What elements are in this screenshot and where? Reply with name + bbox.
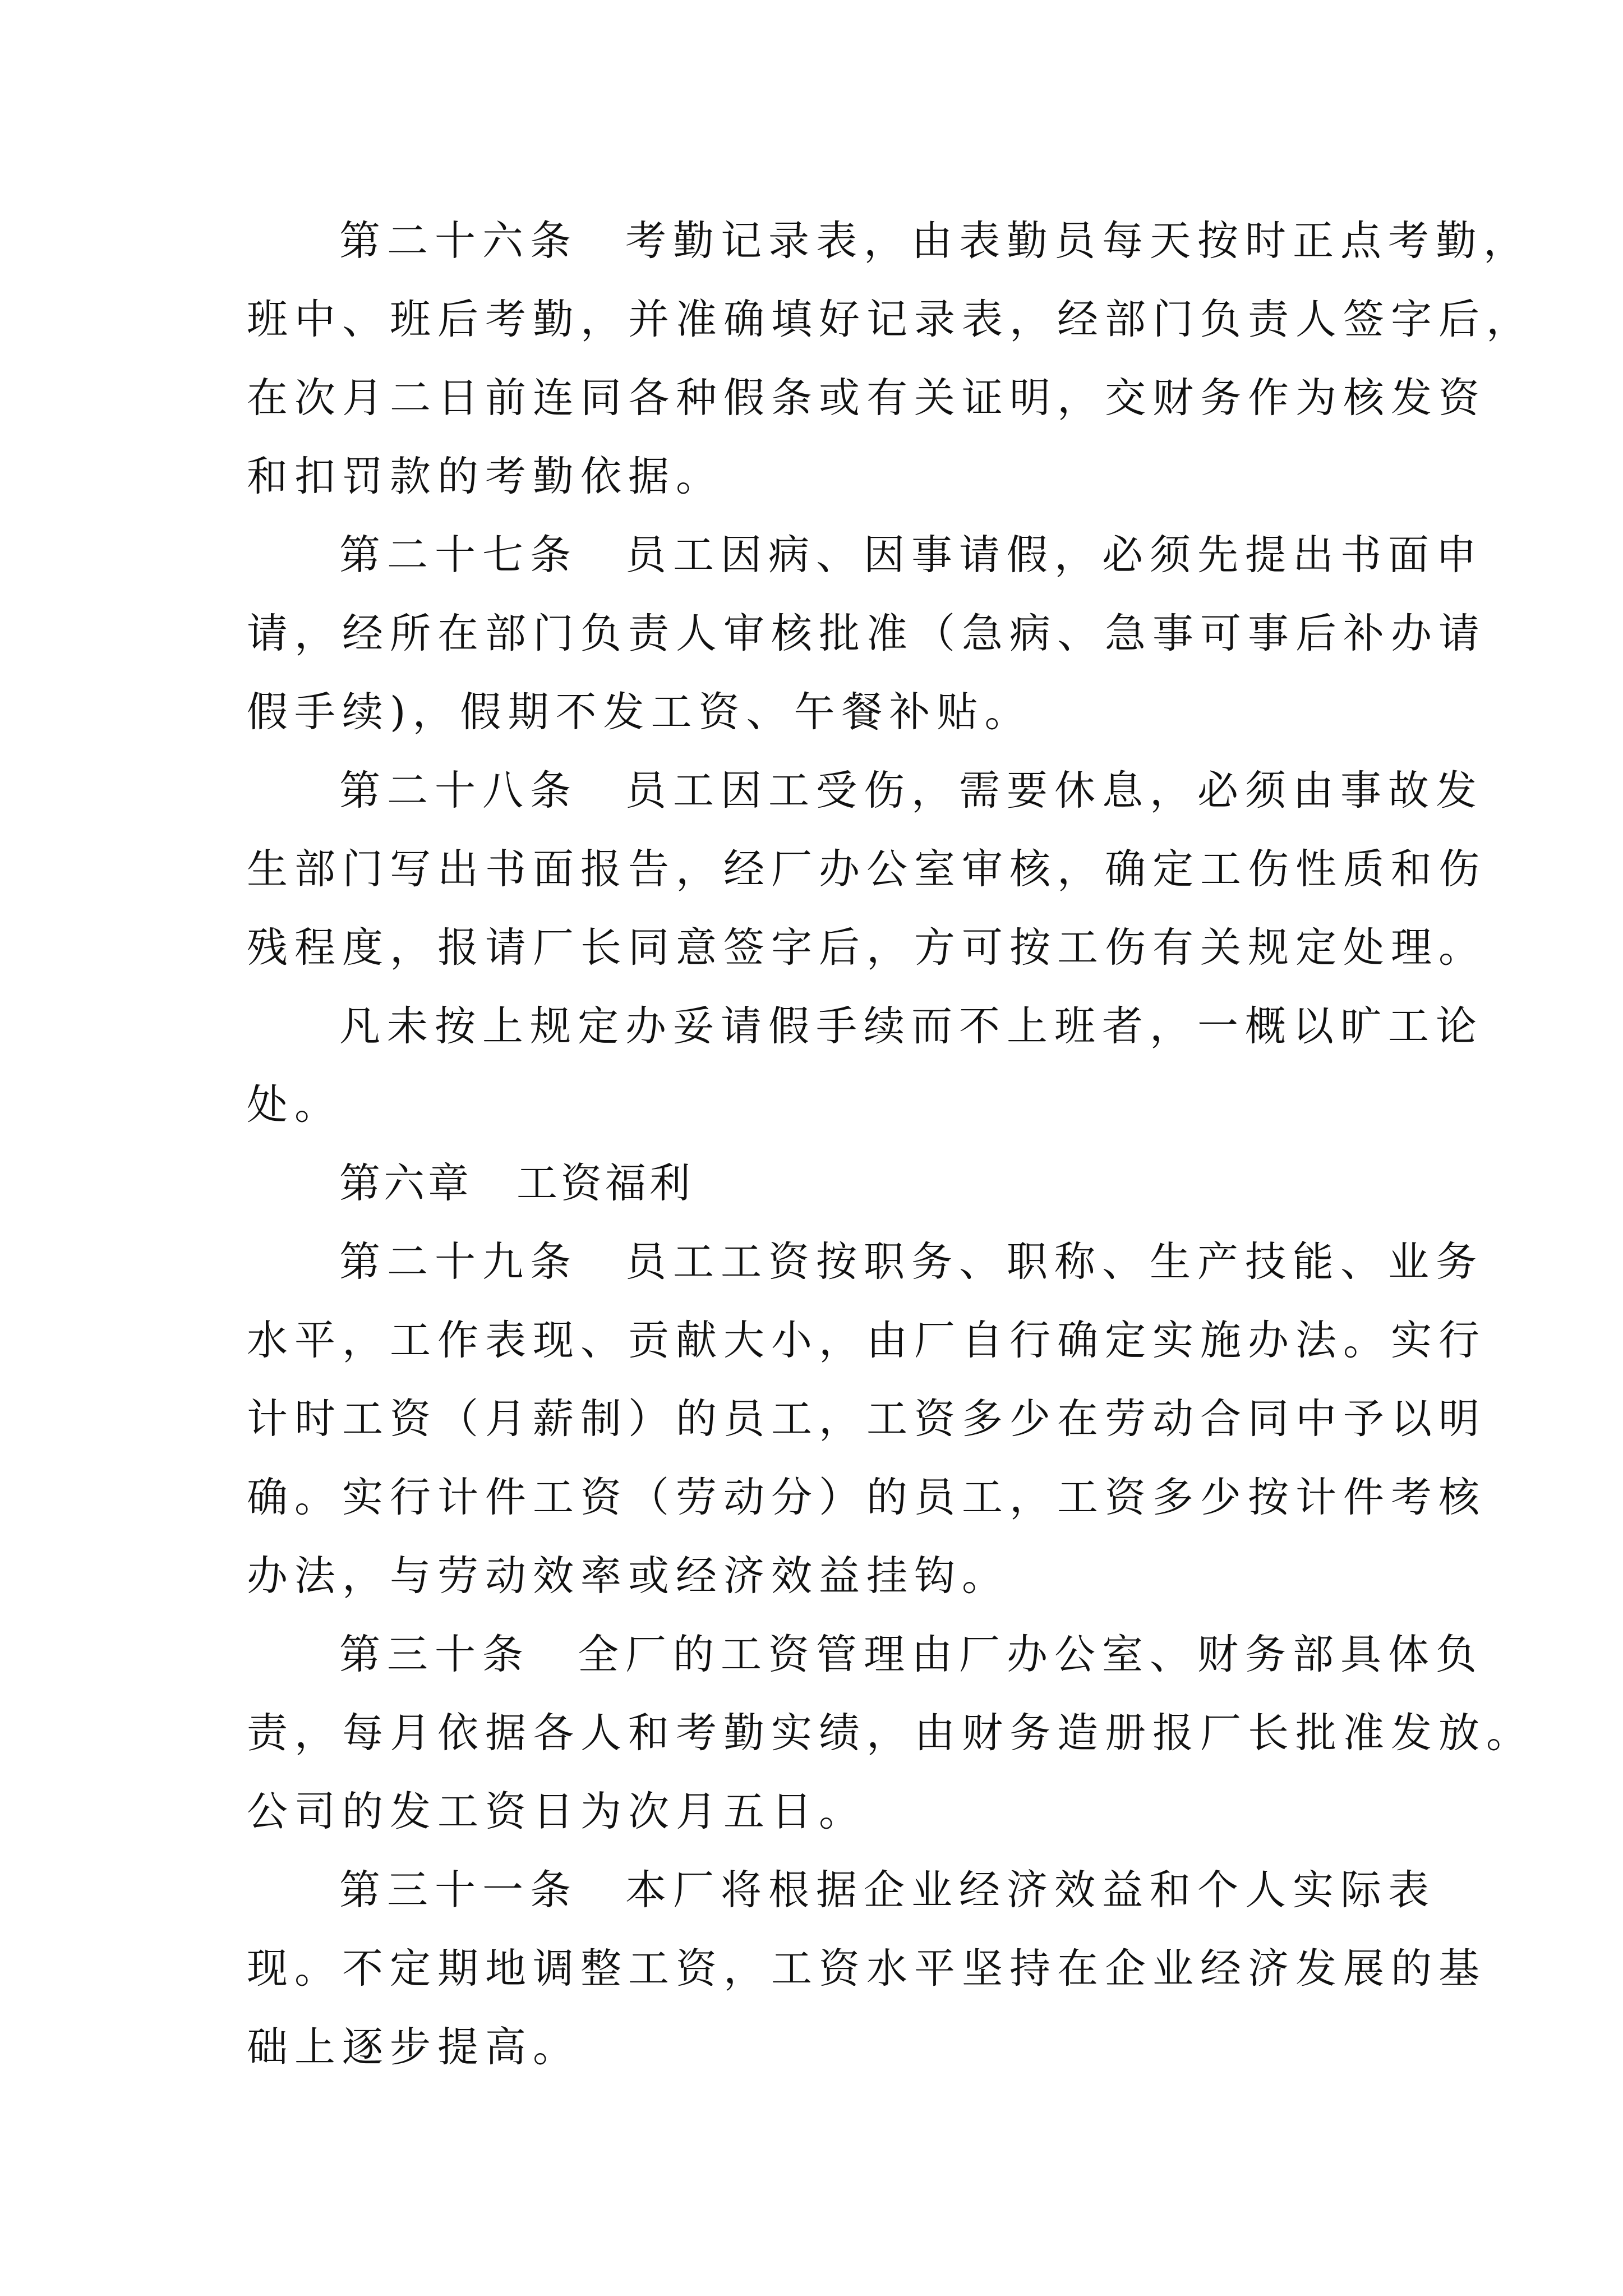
chapter-heading: 第六章 工资福利	[339, 1159, 694, 1207]
text-line: 础上逐步提高。	[247, 2023, 580, 2071]
text-line: 公司的发工资日为次月五日。	[247, 1788, 866, 1835]
text-line: 第二十七条 员工因病、因事请假，必须先提出书面申	[339, 531, 1483, 579]
text-line: 第三十一条 本厂将根据企业经济效益和个人实际表	[339, 1866, 1436, 1914]
text-line: 和扣罚款的考勤依据。	[247, 453, 723, 500]
text-line: 班中、班后考勤，并准确填好记录表，经部门负责人签字后，	[247, 296, 1534, 343]
text-line: 确。实行计件工资（劳动分）的员工，工资多少按计件考核	[247, 1474, 1486, 1521]
text-line: 计时工资（月薪制）的员工，工资多少在劳动合同中予以明	[247, 1395, 1486, 1443]
text-line: 在次月二日前连同各种假条或有关证明，交财务作为核发资	[247, 374, 1486, 422]
text-line: 假手续)，假期不发工资、午餐补贴。	[247, 688, 1032, 736]
text-line: 第二十九条 员工工资按职务、职称、生产技能、业务	[339, 1238, 1483, 1286]
text-line: 请，经所在部门负责人审核批准（急病、急事可事后补办请	[247, 610, 1486, 657]
text-line: 第二十八条 员工因工受伤，需要休息，必须由事故发	[339, 767, 1483, 815]
text-line: 办法，与劳动效率或经济效益挂钩。	[247, 1552, 1009, 1600]
text-line: 残程度，报请厂长同意签字后，方可按工伤有关规定处理。	[247, 924, 1486, 972]
text-line: 处。	[247, 1081, 342, 1129]
text-line: 第二十六条 考勤记录表，由表勤员每天按时正点考勤，	[339, 217, 1531, 265]
text-line: 生部门写出书面报告，经厂办公室审核，确定工伤性质和伤	[247, 845, 1486, 893]
text-line: 第三十条 全厂的工资管理由厂办公室、财务部具体负	[339, 1631, 1483, 1678]
text-line: 凡未按上规定办妥请假手续而不上班者，一概以旷工论	[339, 1002, 1483, 1050]
text-line: 现。不定期地调整工资，工资水平坚持在企业经济发展的基	[247, 1945, 1486, 1993]
text-line: 责，每月依据各人和考勤实绩，由财务造册报厂长批准发放。	[247, 1709, 1534, 1757]
text-line: 水平，工作表现、贡献大小，由厂自行确定实施办法。实行	[247, 1317, 1486, 1364]
